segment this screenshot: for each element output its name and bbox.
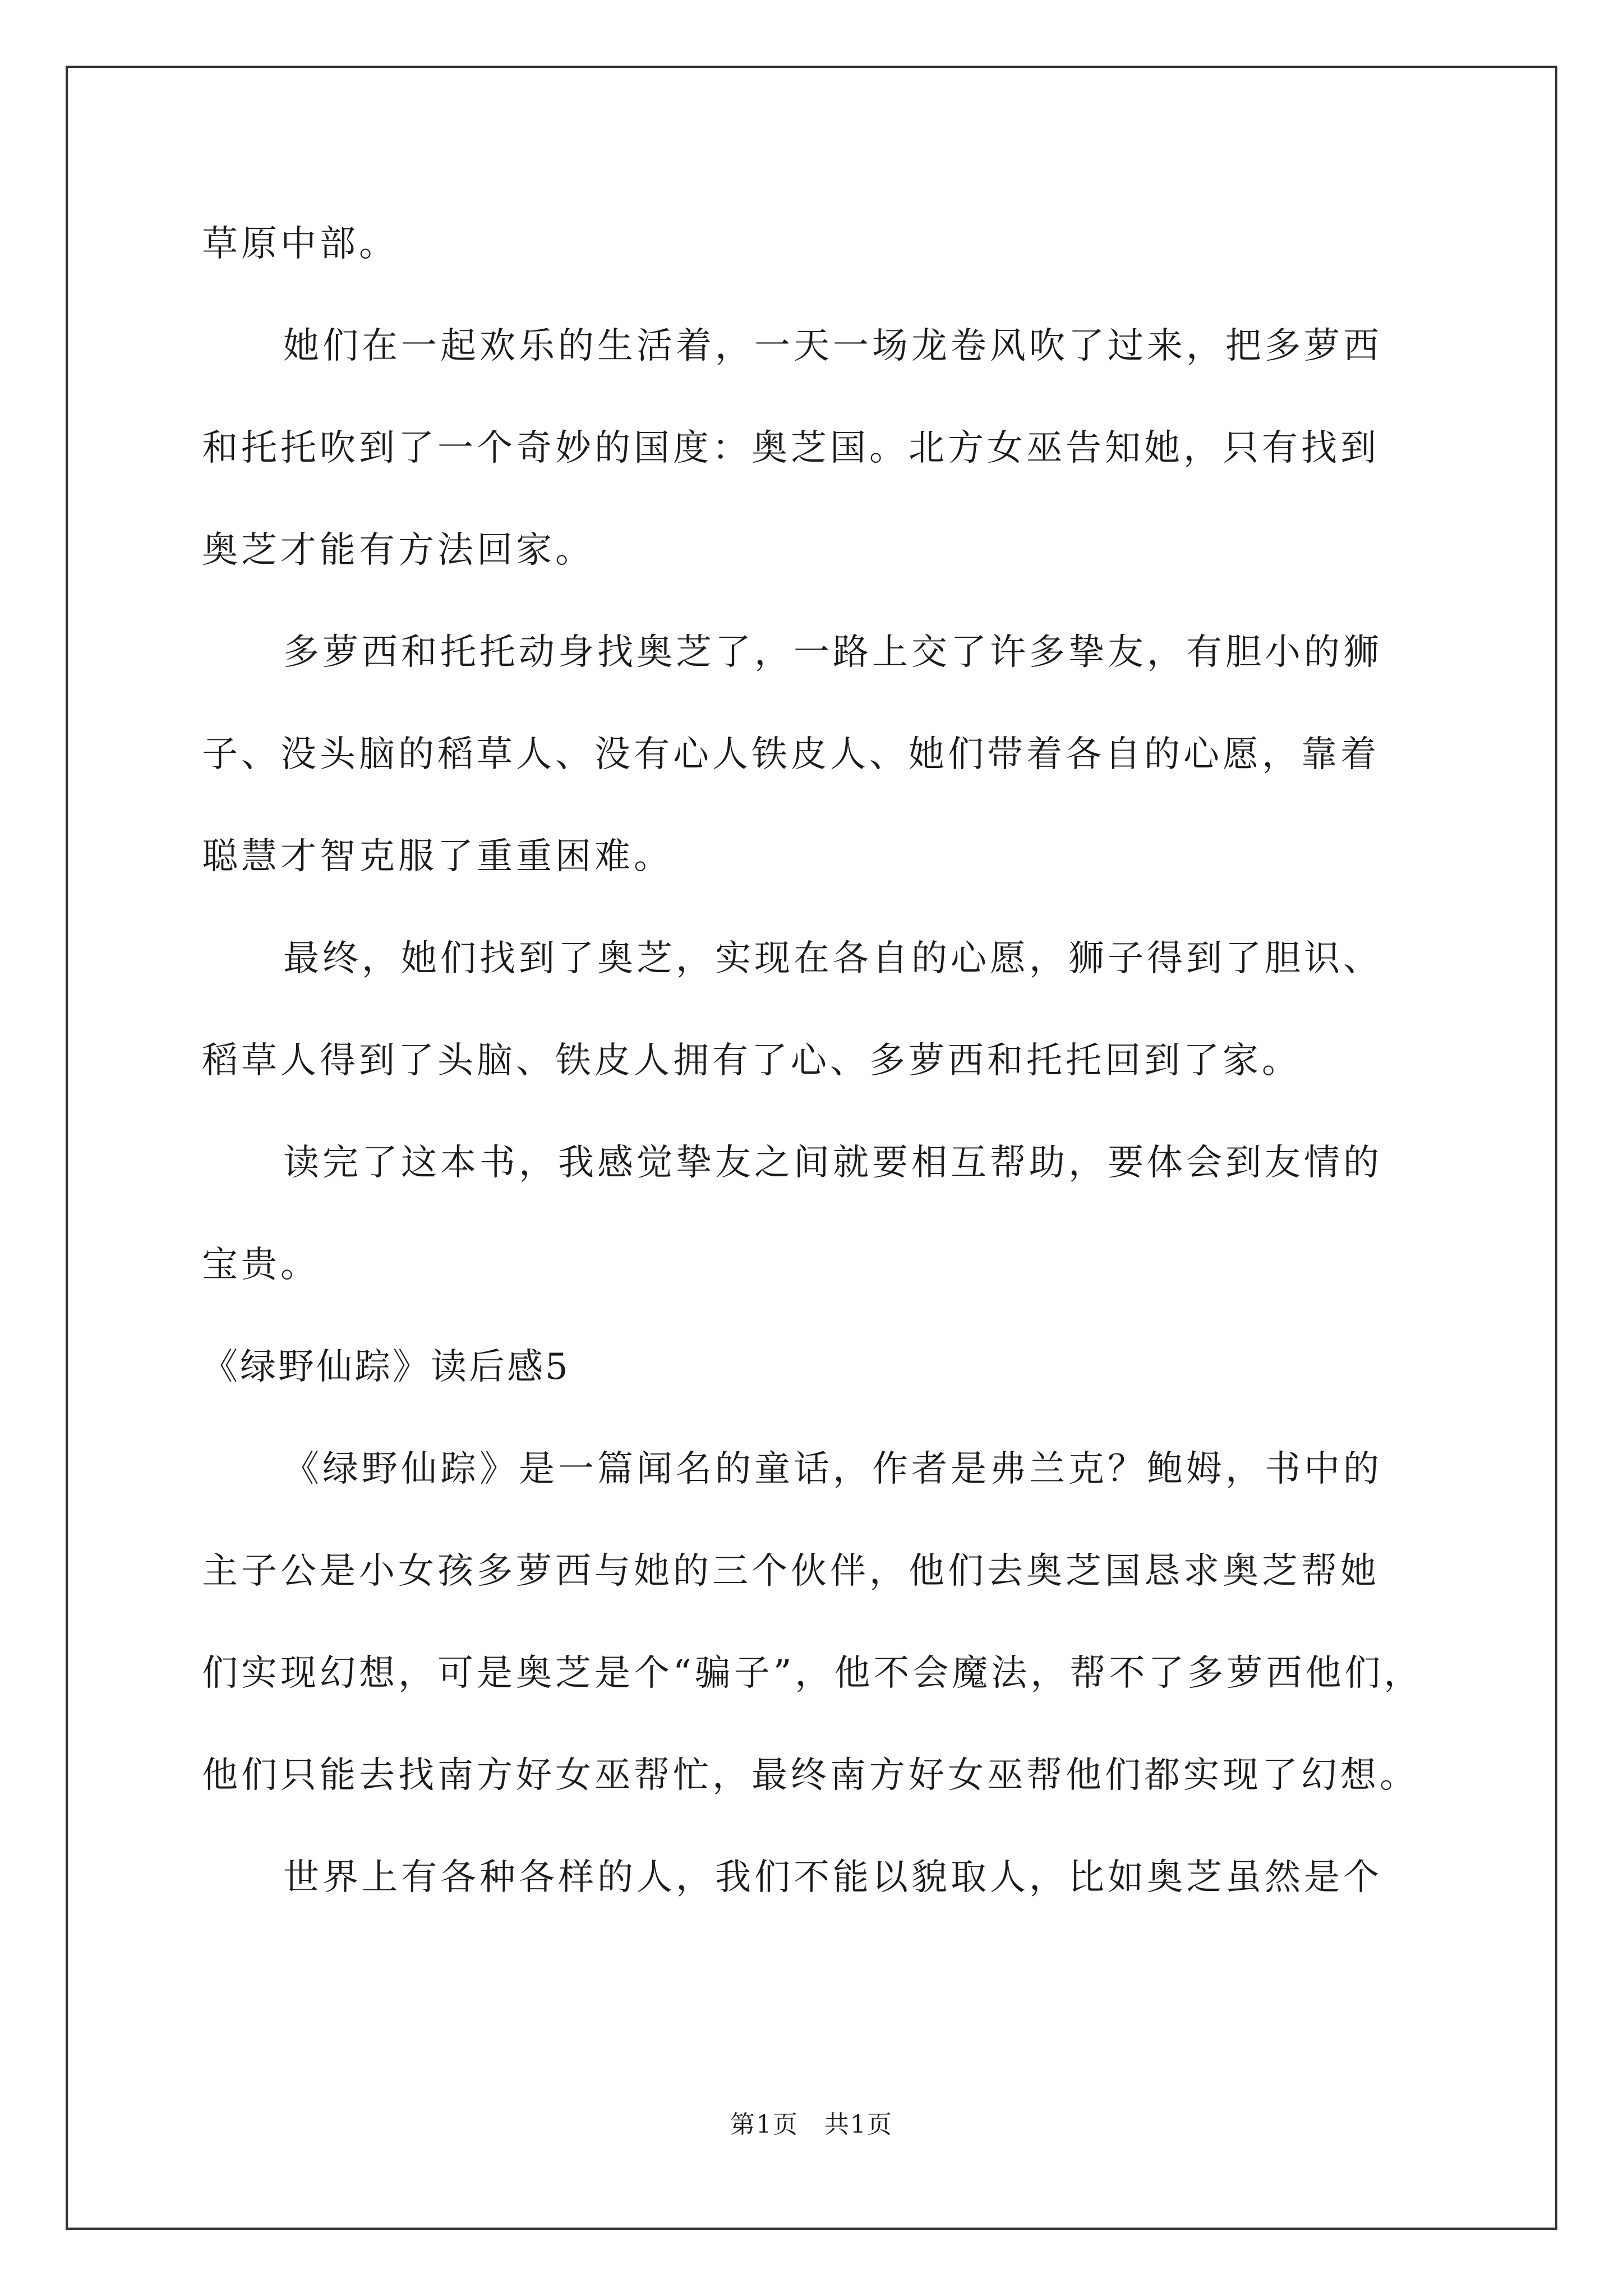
text-line: 主子公是小女孩多萝西与她的三个伙伴，他们去奥芝国恳求奥芝帮她 <box>202 1550 1380 1592</box>
paragraph-start: 多萝西和托托动身找奥芝了，一路上交了许多挚友，有胆小的狮 <box>283 632 1382 673</box>
text-line: 们实现幻想，可是奥芝是个“骗子”，他不会魔法，帮不了多萝西他们， <box>202 1653 1423 1694</box>
page-footer: 第1页 共1页 <box>730 2110 893 2139</box>
text-line: 宝贵。 <box>202 1244 320 1286</box>
paragraph-start: 读完了这本书，我感觉挚友之间就要相互帮助，要体会到友情的 <box>283 1142 1382 1184</box>
text-line: 奥芝才能有方法回家。 <box>202 530 594 571</box>
text-line: 稻草人得到了头脑、铁皮人拥有了心、多萝西和托托回到了家。 <box>202 1040 1301 1082</box>
document-body <box>202 216 1436 1952</box>
paragraph-start: 她们在一起欢乐的生活着，一天一场龙卷风吹了过来，把多萝西 <box>283 325 1382 367</box>
text-line: 草原中部。 <box>202 223 398 265</box>
text-line: 聪慧才智克服了重重困难。 <box>202 836 673 877</box>
paragraph-start: 世界上有各种各样的人，我们不能以貌取人，比如奥芝虽然是个 <box>283 1857 1382 1898</box>
paragraph-start: 最终，她们找到了奥芝，实现在各自的心愿，狮子得到了胆识、 <box>283 938 1382 979</box>
text-line: 子、没头脑的稻草人、没有心人铁皮人、她们带着各自的心愿，靠着 <box>202 734 1380 775</box>
text-line: 和托托吹到了一个奇妙的国度：奥芝国。北方女巫告知她，只有找到 <box>202 427 1380 469</box>
paragraph-start: 《绿野仙踪》是一篇闻名的童话，作者是弗兰克？鲍姆，书中的 <box>283 1448 1382 1490</box>
section-heading: 《绿野仙踪》读后感5 <box>202 1346 570 1388</box>
text-line: 他们只能去找南方好女巫帮忙，最终南方好女巫帮他们都实现了幻想。 <box>202 1755 1419 1796</box>
